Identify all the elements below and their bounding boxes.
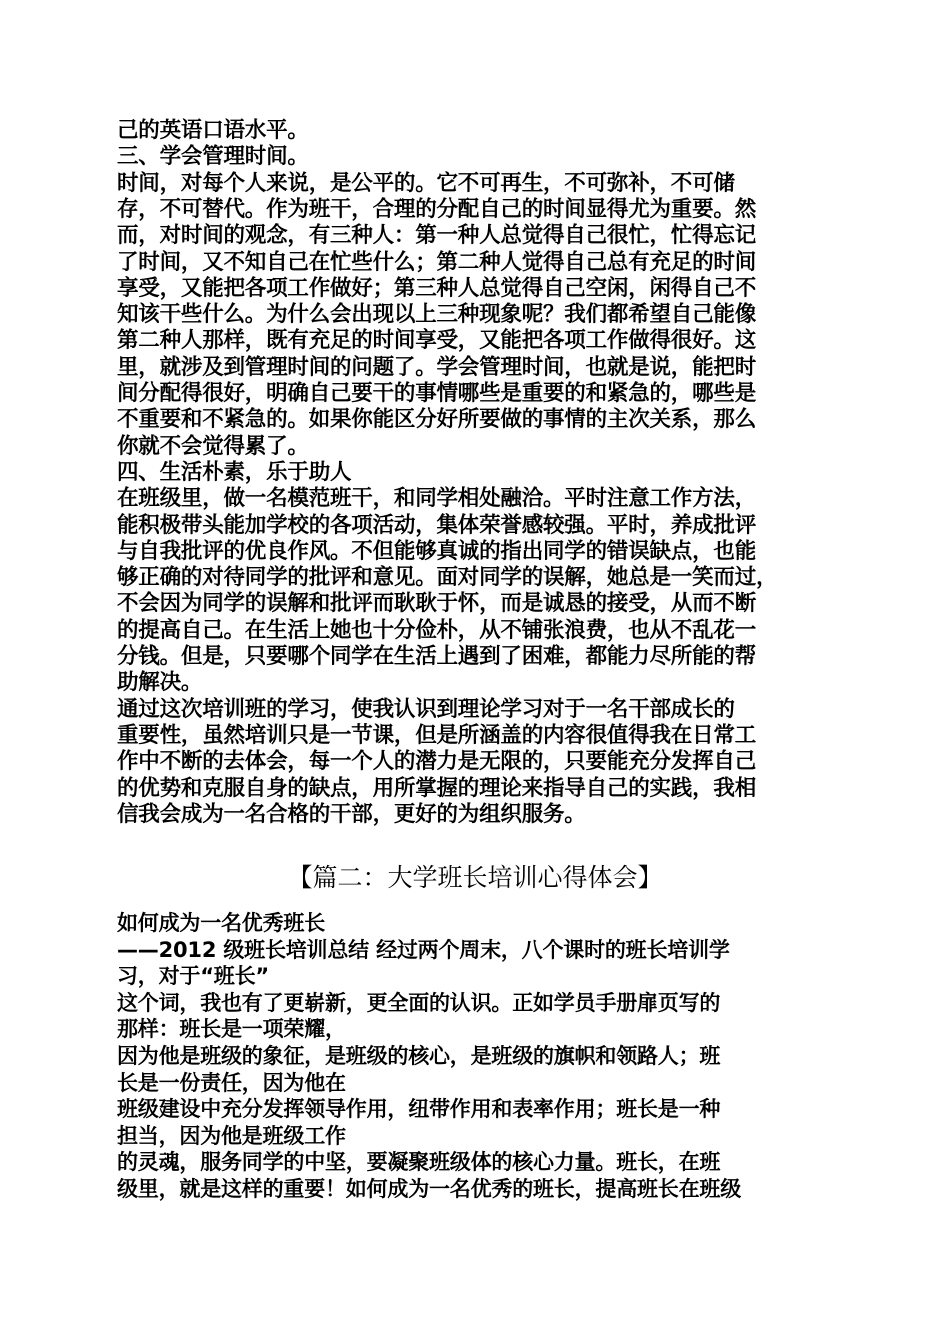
paragraph-line: 的提高自己。在生活上她也十分俭朴，从不铺张浪费，也从不乱花一	[117, 617, 757, 643]
paragraph-line: 能积极带头能加学校的各项活动，集体荣誉感较强。平时，养成批评	[117, 512, 757, 538]
paragraph-line: 己的英语口语水平。	[117, 118, 309, 143]
paragraph-line: 而，对时间的观念，有三种人：第一种人总觉得自己很忙，忙得忘记	[117, 223, 757, 249]
paragraph-line: 这个词，我也有了更崭新，更全面的认识。正如学员手册扉页写的	[117, 990, 721, 1015]
paragraph-line: 担当，因为他是班级工作	[117, 1123, 346, 1148]
paragraph-line: 信我会成为一名合格的干部，更好的为组织服务。	[117, 801, 586, 827]
paragraph-line: 如何成为一名优秀班长	[117, 911, 325, 935]
paragraph-line: 级里，就是这样的重要！如何成为一名优秀的班长，提高班长在班级	[117, 1177, 741, 1201]
paragraph-line: 你就不会觉得累了。	[117, 433, 309, 459]
paragraph-line: 不重要和不紧急的。如果你能区分好所要做的事情的主次关系，那么	[117, 407, 757, 433]
paragraph-line: 存，不可替代。作为班干，合理的分配自己的时间显得尤为重要。然	[117, 196, 757, 222]
paragraph-line: 那样：班长是一项荣耀，	[117, 1017, 346, 1042]
paragraph-line: 重要性，虽然培训只是一节课，但是所涵盖的内容很值得我在日常工	[117, 722, 757, 748]
paragraph-line: 享受，又能把各项工作做好；第三种人总觉得自己空闲，闲得自己不	[117, 275, 757, 301]
paragraph-line: 助解决。	[117, 670, 203, 696]
paragraph-line: 作中不断的去体会，每一个人的潜力是无限的，只要能充分发挥自己	[117, 749, 757, 775]
paragraph-line: 时间，对每个人来说，是公平的。它不可再生，不可弥补，不可储	[117, 170, 735, 196]
paragraph-line: ——2012 级班长培训总结 经过两个周末，八个课时的班长培训学	[117, 937, 730, 962]
paragraph-line: 班级建设中充分发挥领导作用，纽带作用和表率作用；班长是一种	[117, 1097, 721, 1122]
paragraph-line: 与自我批评的优良作风。不但能够真诚的指出同学的错误缺点，也能	[117, 538, 757, 564]
paragraph-line: 在班级里，做一名模范班干，和同学相处融洽。平时注意工作方法，	[117, 486, 757, 512]
paragraph-line: 知该干些什么。为什么会出现以上三种现象呢？我们都希望自己能像	[117, 302, 757, 328]
paragraph-line: 分钱。但是，只要哪个同学在生活上遇到了困难，都能力尽所能的帮	[117, 644, 757, 669]
paragraph-line: 长是一份责任，因为他在	[117, 1070, 346, 1095]
paragraph-line: 间分配得很好，明确自己要干的事情哪些是重要的和紧急的，哪些是	[117, 381, 757, 406]
paragraph-line: 第二种人那样，既有充足的时间享受，又能把各项工作做得很好。这	[117, 328, 757, 354]
paragraph-line: 的灵魂，服务同学的中坚，要凝聚班级体的核心力量。班长，在班	[117, 1150, 721, 1175]
paragraph-line: 里，就涉及到管理时间的问题了。学会管理时间，也就是说，能把时	[117, 354, 757, 380]
paragraph-line: 通过这次培训班的学习，使我认识到理论学习对于一名干部成长的	[117, 696, 735, 722]
paragraph-line: 三、学会管理时间。	[117, 144, 309, 170]
paragraph-line: 了时间，又不知自己在忙些什么；第二种人觉得自己总有充足的时间	[117, 249, 757, 275]
paragraph-line: 习，对于“班长”	[117, 964, 270, 989]
paragraph-line: 四、生活朴素，乐于助人	[117, 459, 352, 485]
paragraph-line: 不会因为同学的误解和批评而耿耿于怀，而是诚恳的接受，从而不断	[117, 591, 757, 617]
paragraph-line: 因为他是班级的象征，是班级的核心，是班级的旗帜和领路人；班	[117, 1044, 721, 1068]
paragraph-line: 的优势和克服自身的缺点，用所掌握的理论来指导自己的实践，我相	[117, 775, 757, 801]
section-two-title: 【篇二：大学班长培训心得体会】	[287, 863, 663, 892]
paragraph-line: 够正确的对待同学的批评和意见。面对同学的误解，她总是一笑而过，	[117, 565, 778, 591]
